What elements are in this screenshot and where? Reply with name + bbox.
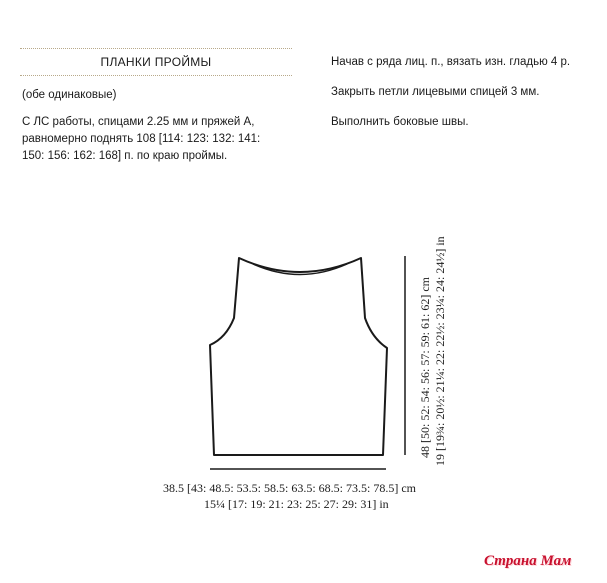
instruction-line: Выполнить боковые швы. (331, 116, 469, 128)
width-cm-label: 38.5 [43: 48.5: 53.5: 58.5: 63.5: 68.5: 73.5: 78.5] cm (163, 481, 416, 495)
length-cm-label: 48 [50: 52: 54: 56: 57: 59: 61: 62] cm (418, 277, 432, 458)
instruction-line: Начав с ряда лиц. п., вязать изн. гладью 4 р. (331, 56, 571, 68)
instruction-line: Закрыть петли лицевыми спицей 3 мм. (331, 86, 540, 98)
note-text: (обе одинаковые) (22, 89, 117, 101)
length-in-label: 19 [19¾: 20½: 21¼: 22: 22½: 23¼: 24: 24½] in (433, 236, 447, 466)
instruction-line: равномерно поднять 108 [114: 123: 132: 141: (22, 133, 261, 145)
instruction-line: 150: 156: 162: 168] п. по краю проймы. (22, 150, 228, 162)
site-watermark: Страна Мам (484, 553, 572, 569)
garment-outline (210, 258, 387, 455)
width-in-label: 15¼ [17: 19: 21: 23: 25: 27: 29: 31] in (204, 497, 389, 511)
section-title: ПЛАНКИ ПРОЙМЫ (20, 48, 292, 76)
instruction-line: С ЛС работы, спицами 2.25 мм и пряжей A, (22, 116, 255, 128)
